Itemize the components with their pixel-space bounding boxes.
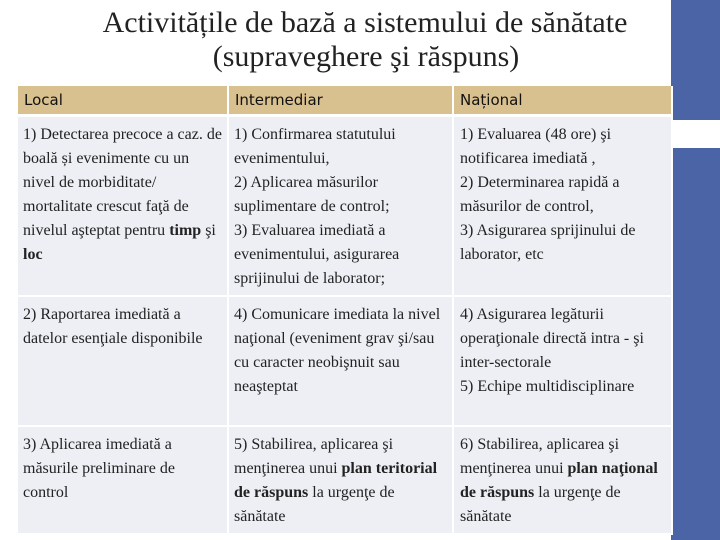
sidebar-accent: [671, 0, 720, 540]
table-row: [18, 426, 672, 534]
cell-bold-text: plan teritorial de răspuns: [234, 460, 438, 501]
cell-intermediar-2: 4) Comunicare imediata la nivel naţional (eveniment grav şi/sau cu caracter neobişnuit sau neaşteptat: [228, 296, 453, 426]
activities-table: [18, 86, 673, 535]
cell-national-2: 4) Asigurarea legăturii operaţionale directă intra - şi inter-sectorale 5) Echipe multidisciplinare: [453, 296, 672, 426]
cell-text: la urgenţe de sănătate: [460, 484, 621, 525]
cell-intermediar-3: [228, 426, 453, 534]
cell-national-1: 1) Evaluarea (48 ore) şi notificarea imediată , 2) Determinarea rapidă a măsurilor de control, 3) Asigurarea sprijinului de laborator, etc: [453, 116, 672, 297]
cell-text: la urgenţe de sănătate: [234, 484, 395, 525]
cell-local-3: 3) Aplicarea imediată a măsurile preliminare de control: [18, 426, 228, 534]
cell-local-2: 2) Raportarea imediată a datelor esenţiale disponibile: [18, 296, 228, 426]
cell-bold-text: plan naţional de răspuns: [460, 460, 658, 501]
cell-intermediar-1: 1) Confirmarea statutului evenimentului, 2) Aplicarea măsurilor suplimentare de control; 3) Evaluarea imediată a evenimentului, asigurarea sprijinului de laborator;: [228, 116, 453, 297]
table-row: [18, 296, 672, 426]
header-intermediar: Intermediar: [228, 86, 453, 116]
sidebar-band: [671, 120, 720, 148]
cell-bold-text: timp: [169, 222, 202, 239]
cell-national-3: [453, 426, 672, 534]
header-local: Local: [18, 86, 228, 116]
cell-text: şi: [201, 222, 216, 239]
header-national: Național: [453, 86, 672, 116]
title-line-2: (supraveghere şi răspuns): [212, 40, 520, 73]
table-header-row: [18, 86, 672, 116]
cell-text: 5) Stabilirea, aplicarea şi menţinerea unui: [234, 436, 394, 477]
slide-title: [0, 6, 720, 74]
title-line-1: Activitățile de bază a sistemului de sănătate: [102, 6, 628, 39]
cell-local-1: [18, 116, 228, 297]
cell-text: 6) Stabilirea, aplicarea şi menţinerea unui: [460, 436, 620, 477]
cell-bold-text: loc: [23, 246, 43, 263]
cell-text: 1) Detectarea precoce a caz. de boală și evenimente cu un nivel de morbiditate/ mortalitate crescut faţă de nivelul aşteptat pentru: [23, 126, 222, 239]
table-row: [18, 116, 672, 297]
